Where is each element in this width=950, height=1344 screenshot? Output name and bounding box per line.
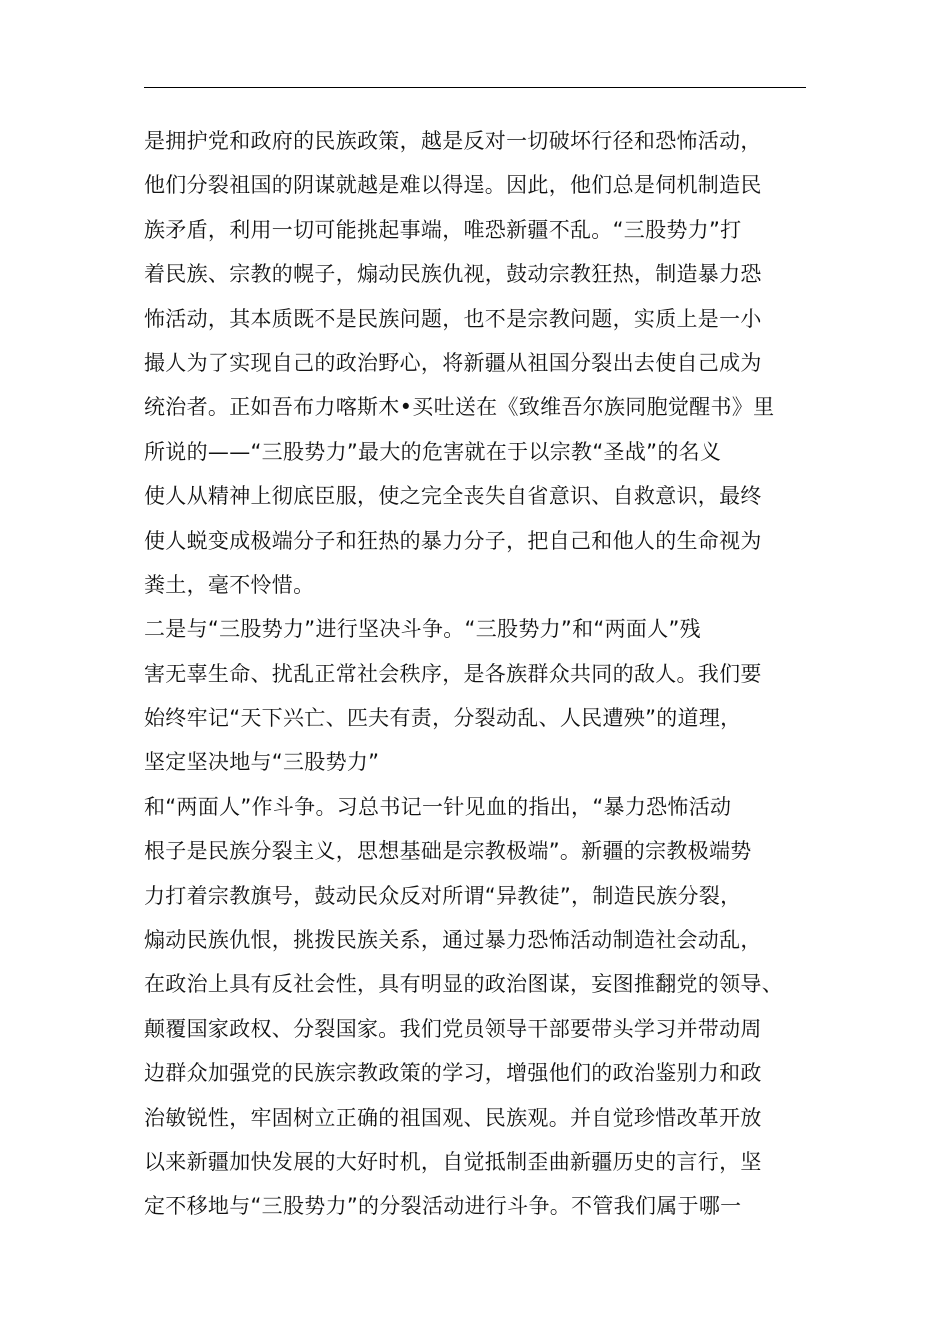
text-line: 所说的——“三股势力”最大的危害就在于以宗教“圣战”的名义 — [144, 439, 722, 464]
text-line: 定不移地与“三股势力”的分裂活动进行斗争。不管我们属于哪一 — [144, 1194, 742, 1219]
text-line: 使人从精神上彻底臣服，使之完全丧失自省意识、自救意识，最终 — [144, 484, 762, 509]
text-line: 是拥护党和政府的民族政策，越是反对一切破坏行径和恐怖活动， — [144, 129, 762, 153]
text-line: 根子是民族分裂主义，思想基础是宗教极端”。新疆的宗教极端势 — [144, 839, 752, 864]
text-line: 着民族、宗教的幌子，煽动民族仇视，鼓动宗教狂热，制造暴力恐 — [144, 262, 762, 287]
header-rule — [144, 87, 806, 88]
text-line: 治敏锐性，牢固树立正确的祖国观、民族观。并自觉珍惜改革开放 — [144, 1105, 762, 1130]
text-line: 边群众加强党的民族宗教政策的学习，增强他们的政治鉴别力和政 — [144, 1061, 762, 1086]
text-line: 二是与“三股势力”进行坚决斗争。“三股势力”和“两面人”残 — [144, 617, 701, 642]
text-line: 撮人为了实现自己的政治野心，将新疆从祖国分裂出去使自己成为 — [144, 350, 762, 375]
text-line: 煽动民族仇恨，挑拨民族关系，通过暴力恐怖活动制造社会动乱， — [144, 928, 762, 953]
text-line: 颠覆国家政权、分裂国家。我们党员领导干部要带头学习并带动周 — [144, 1016, 762, 1041]
body-text — [144, 119, 844, 1229]
text-line: 怖活动，其本质既不是民族问题，也不是宗教问题，实质上是一小 — [144, 306, 762, 331]
text-line: 害无辜生命、扰乱正常社会秩序，是各族群众共同的敌人。我们要 — [144, 661, 762, 686]
text-line: 力打着宗教旗号，鼓动民众反对所谓“异教徒”，制造民族分裂， — [144, 883, 742, 908]
text-line: 粪土，毫不怜惜。 — [144, 572, 315, 597]
text-line: 以来新疆加快发展的大好时机，自觉抵制歪曲新疆历史的言行，坚 — [144, 1149, 762, 1174]
text-line: 坚定坚决地与“三股势力” — [144, 750, 380, 775]
text-line: 使人蜕变成极端分子和狂热的暴力分子，把自己和他人的生命视为 — [144, 528, 762, 553]
text-line: 始终牢记“天下兴亡、匹夫有责，分裂动乱、人民遭殃”的道理， — [144, 706, 742, 731]
text-line: 族矛盾，利用一切可能挑起事端，唯恐新疆不乱。“三股势力”打 — [144, 217, 742, 242]
text-line: 在政治上具有反社会性，具有明显的政治图谋，妄图推翻党的领导、 — [144, 972, 783, 997]
text-line: 他们分裂祖国的阴谋就越是难以得逞。因此，他们总是伺机制造民 — [144, 173, 762, 198]
text-line: 统治者。正如吾布力喀斯木•买吐送在《致维吾尔族同胞觉醒书》里 — [144, 395, 775, 420]
text-line: 和“两面人”作斗争。习总书记一针见血的指出，“暴力恐怖活动 — [144, 794, 732, 819]
